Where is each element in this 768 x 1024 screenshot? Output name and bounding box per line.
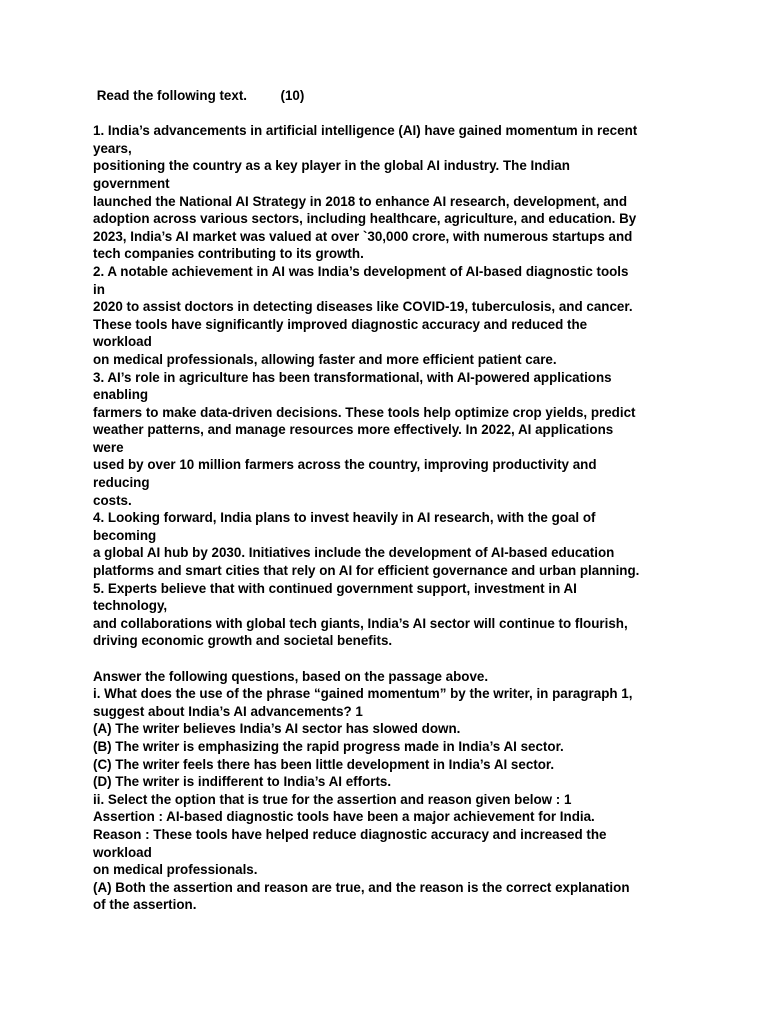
passage-line: used by over 10 million farmers across the country, improving productivity and <box>93 457 597 473</box>
question-line: on medical professionals. <box>93 862 258 878</box>
passage-line: on medical professionals, allowing faster and more efficient patient care. <box>93 351 557 367</box>
blank-line <box>93 105 678 123</box>
passage-line: tech companies contributing to its growth. <box>93 246 364 262</box>
passage-line: farmers to make data-driven decisions. These tools help optimize crop yields, predict <box>93 404 636 420</box>
passage-line: adoption across various sectors, including healthcare, agriculture, and education. By <box>93 211 637 227</box>
document-text <box>93 87 678 914</box>
passage-line: driving economic growth and societal benefits. <box>93 633 393 649</box>
question-line: (C) The writer feels there has been little development in India’s AI sector. <box>93 756 555 772</box>
passage-line: positioning the country as a key player in the global AI industry. The Indian <box>93 158 570 174</box>
question-line: of the assertion. <box>93 897 197 913</box>
blank-line <box>93 650 678 668</box>
passage-line: 2. A notable achievement in AI was India’s development of AI-based diagnostic tools <box>93 263 629 279</box>
passage-line: a global AI hub by 2030. Initiatives include the development of AI-based education <box>93 545 615 561</box>
passage-line: These tools have significantly improved diagnostic accuracy and reduced the <box>93 316 588 332</box>
passage-line: were <box>93 439 124 455</box>
passage-line: 3. AI’s role in agriculture has been transformational, with AI-powered applications <box>93 369 612 385</box>
question-line: Reason : These tools have helped reduce diagnostic accuracy and increased the <box>93 826 607 842</box>
question-line: (D) The writer is indifferent to India’s AI efforts. <box>93 774 392 790</box>
passage-line: 2023, India’s AI market was valued at over `30,000 crore, with numerous startups and <box>93 228 633 244</box>
passage-line: weather patterns, and manage resources more effectively. In 2022, AI applications <box>93 422 614 438</box>
question-line: Assertion : AI-based diagnostic tools have been a major achievement for India. <box>93 809 595 825</box>
question-line: ii. Select the option that is true for the assertion and reason given below : 1 <box>93 791 572 807</box>
passage-line: 4. Looking forward, India plans to invest heavily in AI research, with the goal of <box>93 510 596 526</box>
passage-line: enabling <box>93 387 149 403</box>
passage-line: workload <box>93 334 152 350</box>
question-line: (A) The writer believes India’s AI sector has slowed down. <box>93 721 461 737</box>
instruction-line: Read the following text. (10) <box>93 88 305 103</box>
question-line: i. What does the use of the phrase “gained momentum” by the writer, in paragraph 1, <box>93 686 633 702</box>
passage-line: costs. <box>93 492 132 508</box>
passage-line: 1. India’s advancements in artificial intelligence (AI) have gained momentum in recent <box>93 123 638 139</box>
passage <box>93 122 678 650</box>
question-line: (A) Both the assertion and reason are true, and the reason is the correct explanation <box>93 879 630 895</box>
passage-line: technology, <box>93 598 168 614</box>
question-line: (B) The writer is emphasizing the rapid progress made in India’s AI sector. <box>93 738 564 754</box>
passage-line: platforms and smart cities that rely on AI for efficient governance and urban planning. <box>93 563 640 579</box>
passage-line: years, <box>93 140 132 156</box>
questions <box>93 668 678 914</box>
passage-line: and collaborations with global tech giants, India’s AI sector will continue to flourish, <box>93 615 628 631</box>
passage-line: launched the National AI Strategy in 2018 to enhance AI research, development, and <box>93 193 628 209</box>
passage-line: becoming <box>93 527 157 543</box>
passage-line: in <box>93 281 105 297</box>
passage-line: 2020 to assist doctors in detecting diseases like COVID-19, tuberculosis, and cancer. <box>93 299 633 315</box>
question-line: suggest about India’s AI advancements? 1 <box>93 703 363 719</box>
passage-line: government <box>93 175 170 191</box>
passage-line: 5. Experts believe that with continued government support, investment in AI <box>93 580 577 596</box>
question-line: workload <box>93 844 152 860</box>
question-line: Answer the following questions, based on the passage above. <box>93 668 489 684</box>
passage-line: reducing <box>93 475 150 491</box>
